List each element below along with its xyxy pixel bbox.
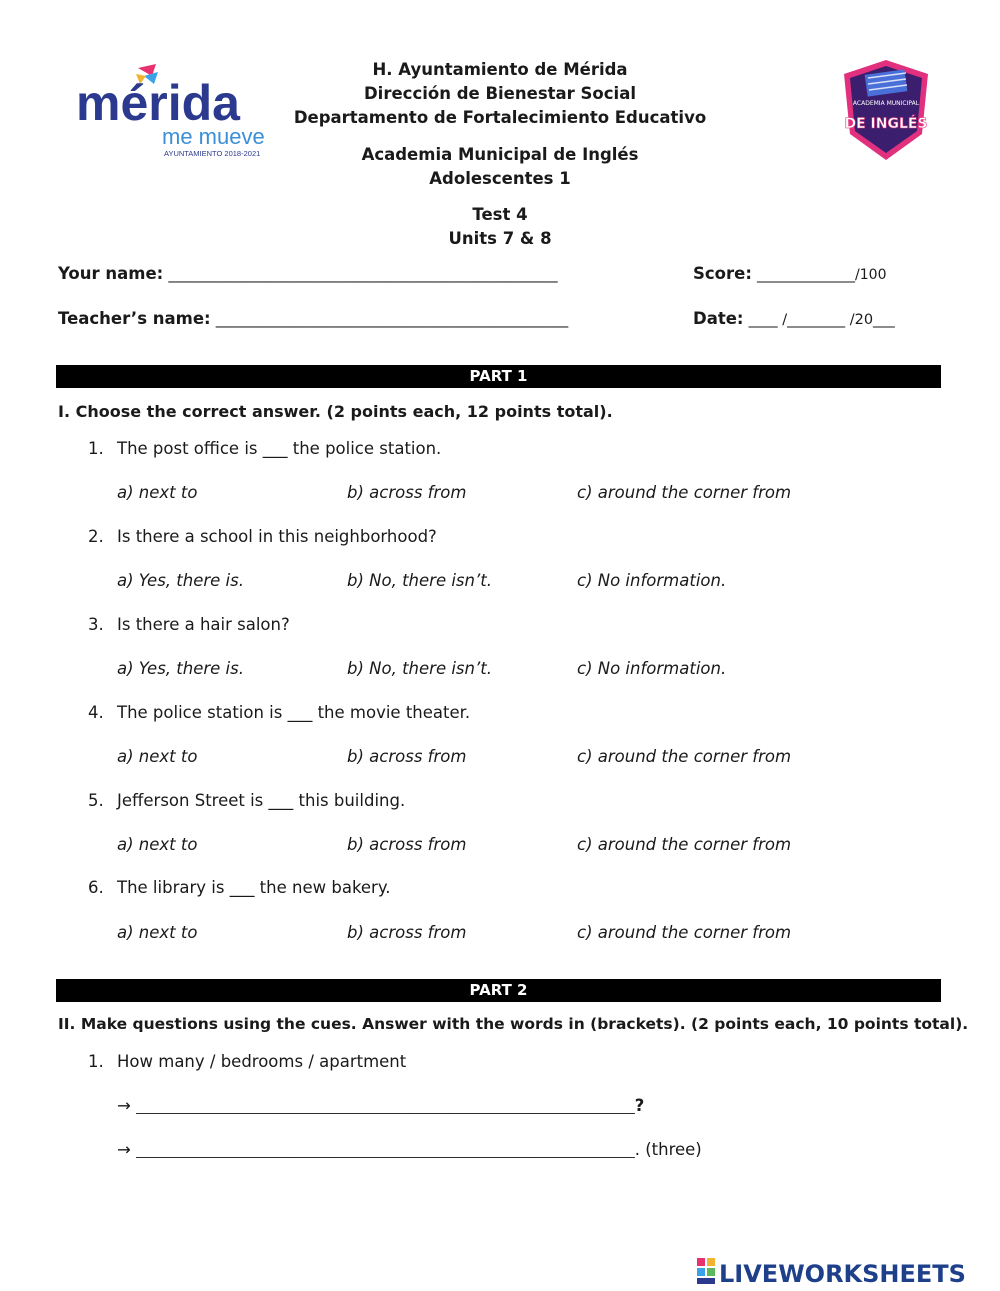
question-number: 4. <box>88 703 104 722</box>
question-text: Is there a school in this neighborhood? <box>117 527 437 546</box>
score-label: Score: <box>693 264 752 283</box>
liveworksheets-text: LIVEWORKSHEETS <box>719 1260 966 1287</box>
merida-logo <box>76 62 266 162</box>
q2-option-c[interactable]: c) No information. <box>577 571 727 590</box>
score-field[interactable] <box>693 264 886 283</box>
question-text: The library is ___ the new bakery. <box>117 878 391 897</box>
question-text: Jefferson Street is ___ this building. <box>117 791 406 810</box>
question-1 <box>88 439 441 458</box>
answer-question-end: ? <box>634 1096 645 1115</box>
academia-badge-main: DE INGLÉS <box>844 116 928 132</box>
q2-option-a[interactable]: a) Yes, there is. <box>117 571 244 590</box>
header-line-level: Adolescentes 1 <box>429 169 571 188</box>
date-field[interactable] <box>693 309 895 328</box>
header-line-direccion: Dirección de Bienestar Social <box>363 84 636 103</box>
arrow-icon: → <box>117 1096 131 1115</box>
question-text: Is there a hair salon? <box>117 615 290 634</box>
part1-instruction: I. Choose the correct answer. (2 points each, 12 points total). <box>58 402 613 421</box>
answer-short-row[interactable] <box>117 1140 702 1159</box>
question-2 <box>88 527 437 546</box>
q4-option-a[interactable]: a) next to <box>117 747 198 766</box>
q6-option-b[interactable]: b) across from <box>347 923 467 942</box>
academia-badge-logo <box>836 56 936 166</box>
your-name-line[interactable]: _____________________________________________________ <box>168 266 558 283</box>
question-6 <box>88 878 391 897</box>
answer-short-end: . (three) <box>634 1140 702 1159</box>
part2-instruction: II. Make questions using the cues. Answer with the words in (brackets). (2 points each, 10 points total). <box>58 1015 969 1033</box>
answer-question-row[interactable] <box>117 1096 644 1115</box>
question-number: 1. <box>88 439 104 458</box>
header-test-number: Test 4 <box>472 205 528 224</box>
question-number: 2. <box>88 527 104 546</box>
merida-logo-sub: AYUNTAMIENTO 2018-2021 <box>164 149 261 158</box>
question-text: The police station is ___ the movie theater. <box>117 703 471 722</box>
question-3 <box>88 615 290 634</box>
header-line-ayuntamiento: H. Ayuntamiento de Mérida <box>372 60 628 79</box>
q1-option-b[interactable]: b) across from <box>347 483 467 502</box>
q3-option-a[interactable]: a) Yes, there is. <box>117 659 244 678</box>
q4-option-b[interactable]: b) across from <box>347 747 467 766</box>
teacher-name-field[interactable] <box>58 309 568 328</box>
your-name-label: Your name: <box>58 264 164 283</box>
answer-question-line[interactable]: ___________________________________________________________________________ <box>136 1100 635 1115</box>
question-number: 1. <box>88 1052 104 1071</box>
question-number: 5. <box>88 791 104 810</box>
question-number: 6. <box>88 878 104 897</box>
part2-question-1 <box>88 1052 406 1071</box>
question-number: 3. <box>88 615 104 634</box>
question-4 <box>88 703 470 722</box>
header-line-departamento: Departamento de Fortalecimiento Educativo <box>293 108 707 127</box>
q5-option-a[interactable]: a) next to <box>117 835 198 854</box>
merida-logo-tagline: me mueve <box>162 124 265 149</box>
question-text: The post office is ___ the police station. <box>117 439 442 458</box>
q1-option-a[interactable]: a) next to <box>117 483 198 502</box>
q3-option-b[interactable]: b) No, there isn’t. <box>347 659 492 678</box>
q6-option-c[interactable]: c) around the corner from <box>577 923 792 942</box>
merida-logo-word: mérida <box>76 75 240 131</box>
q3-option-c[interactable]: c) No information. <box>577 659 727 678</box>
score-line[interactable]: ______________/100 <box>757 267 887 283</box>
q5-option-c[interactable]: c) around the corner from <box>577 835 792 854</box>
part1-header-bar: PART 1 <box>56 365 941 388</box>
academia-badge-top: ACADEMIA MUNICIPAL <box>852 100 920 107</box>
header-units: Units 7 & 8 <box>448 229 552 248</box>
header-line-academia: Academia Municipal de Inglés <box>361 145 639 164</box>
q2-option-b[interactable]: b) No, there isn’t. <box>347 571 492 590</box>
arrow-icon: → <box>117 1140 131 1159</box>
q5-option-b[interactable]: b) across from <box>347 835 467 854</box>
q1-option-c[interactable]: c) around the corner from <box>577 483 792 502</box>
teacher-name-line[interactable]: ________________________________________________ <box>215 311 569 328</box>
your-name-field[interactable] <box>58 264 558 283</box>
date-label: Date: <box>693 309 744 328</box>
part2-header-bar: PART 2 <box>56 979 941 1002</box>
teacher-name-label: Teacher’s name: <box>58 309 211 328</box>
liveworksheets-logo <box>697 1255 997 1287</box>
date-line[interactable]: ____ /________ /20___ <box>748 312 895 328</box>
q6-option-a[interactable]: a) next to <box>117 923 198 942</box>
question-5 <box>88 791 405 810</box>
question-text: How many / bedrooms / apartment <box>117 1052 407 1071</box>
q4-option-c[interactable]: c) around the corner from <box>577 747 792 766</box>
answer-short-line[interactable]: ___________________________________________________________________________ <box>136 1144 635 1159</box>
